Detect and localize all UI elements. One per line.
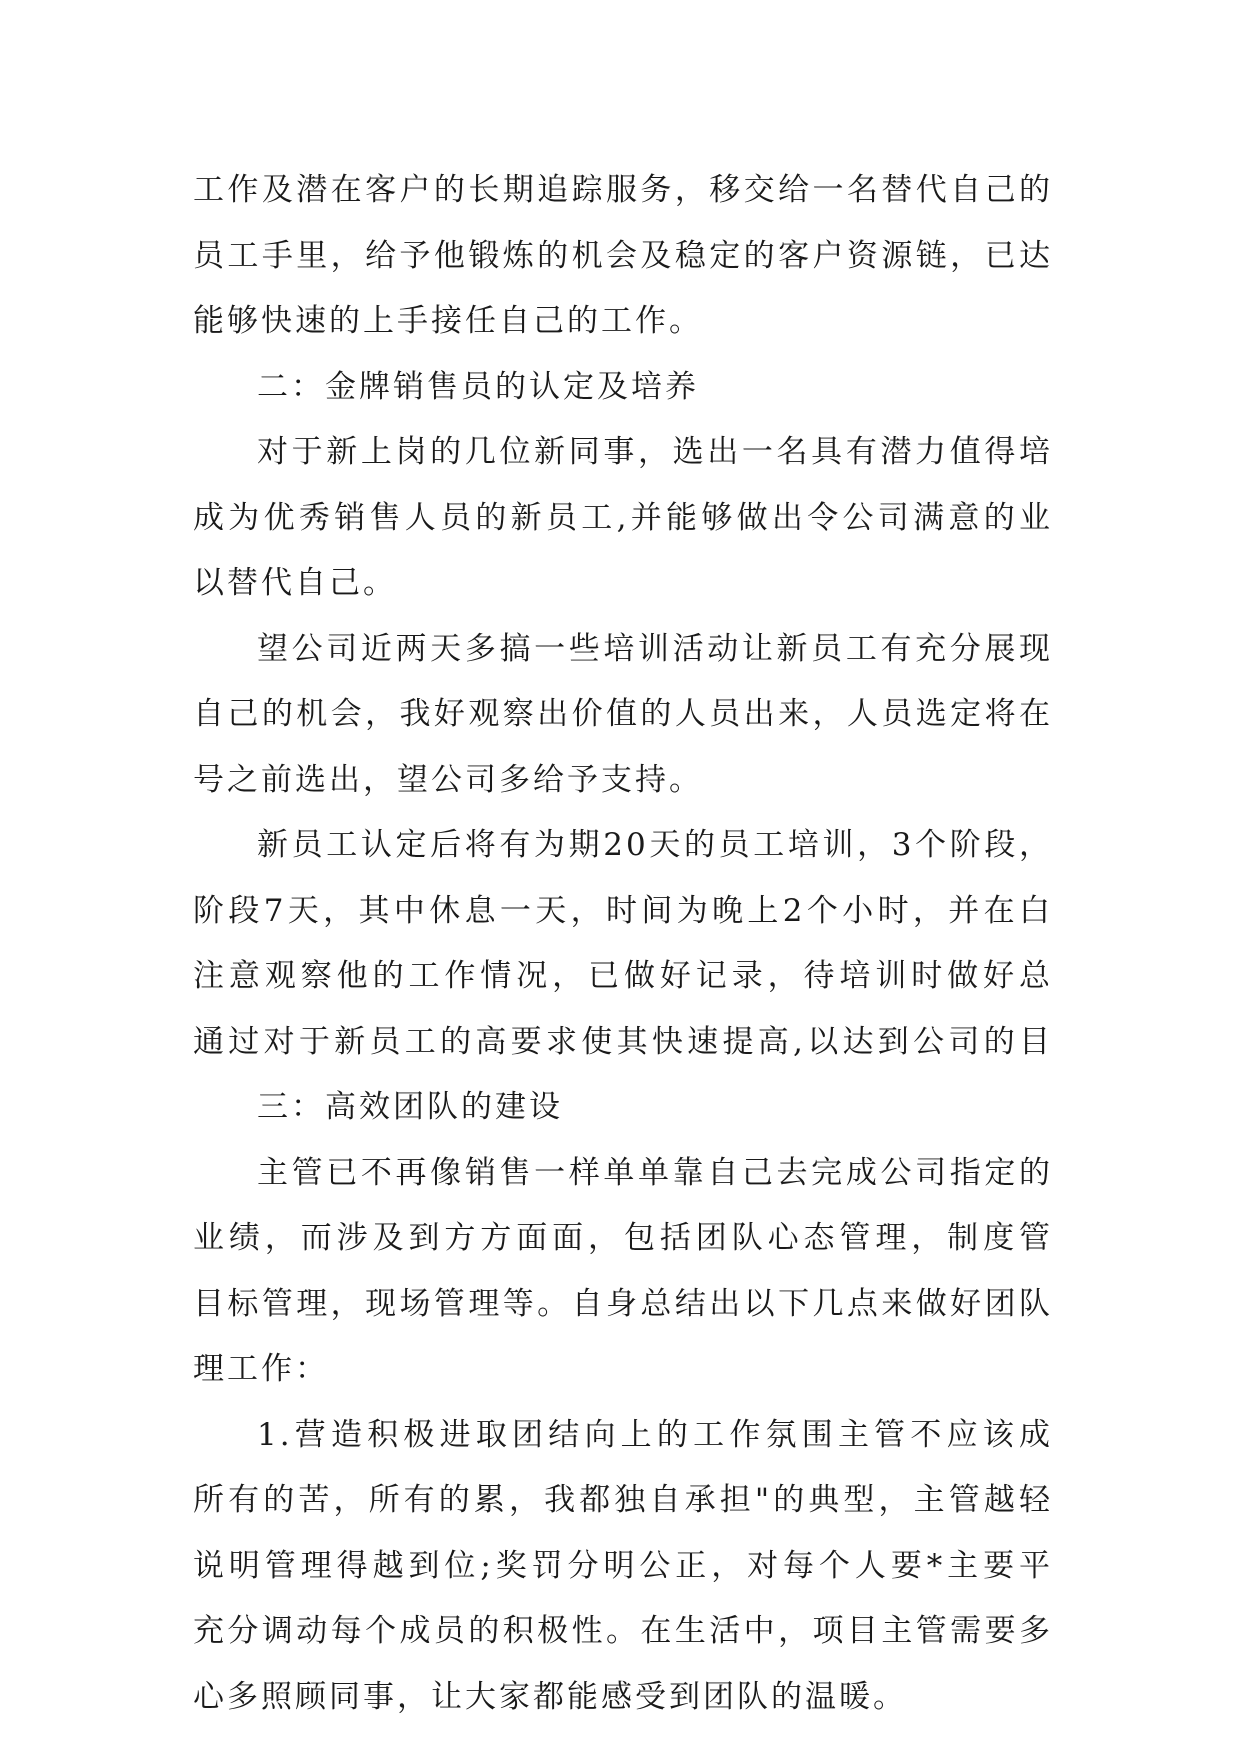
text-line: 工作及潜在客户的长期追踪服务，移交给一名替代自己的 bbox=[193, 172, 1053, 208]
text-line: 三：高效团队的建设 bbox=[257, 1089, 563, 1125]
text-line: 通过对于新员工的高要求使其快速提高,以达到公司的目 bbox=[193, 1023, 1053, 1060]
text-line: 望公司近两天多搞一些培训活动让新员工有充分展现 bbox=[257, 630, 1053, 667]
text-line: 员工手里，给予他锻炼的机会及稳定的客户资源链，已达 bbox=[193, 237, 1053, 274]
text-line: 以替代自己。 bbox=[193, 565, 397, 601]
text-line: 所有的苦，所有的累，我都独自承担"的典型，主管越轻 bbox=[193, 1482, 1053, 1518]
text-line: 成为优秀销售人员的新员工,并能够做出令公司满意的业 bbox=[193, 499, 1053, 536]
text-line: 对于新上岗的几位新同事，选出一名具有潜力值得培 bbox=[257, 434, 1053, 470]
text-line: 阶段7天，其中休息一天，时间为晚上2个小时，并在白 bbox=[193, 892, 1053, 929]
text-line: 号之前选出，望公司多给予支持。 bbox=[193, 761, 703, 798]
text-line: 新员工认定后将有为期20天的员工培训，3个阶段， bbox=[257, 827, 1053, 863]
body-text bbox=[193, 158, 1053, 1730]
text-line: 业绩，而涉及到方方面面，包括团队心态管理，制度管 bbox=[193, 1220, 1053, 1256]
text-line: 注意观察他的工作情况，已做好记录，待培训时做好总 bbox=[193, 958, 1053, 994]
text-line: 1.营造积极进取团结向上的工作氛围主管不应该成 bbox=[257, 1416, 1053, 1453]
text-line: 心多照顾同事，让大家都能感受到团队的温暖。 bbox=[193, 1678, 907, 1715]
text-line: 能够快速的上手接任自己的工作。 bbox=[193, 303, 703, 339]
text-line: 目标管理，现场管理等。自身总结出以下几点来做好团队 bbox=[193, 1285, 1053, 1322]
text-line: 充分调动每个成员的积极性。在生活中，项目主管需要多 bbox=[193, 1613, 1053, 1649]
text-line: 自己的机会，我好观察出价值的人员出来，人员选定将在 bbox=[193, 696, 1053, 732]
text-line: 二：金牌销售员的认定及培养 bbox=[257, 368, 699, 405]
text-line: 主管已不再像销售一样单单靠自己去完成公司指定的 bbox=[257, 1154, 1053, 1191]
text-line: 理工作： bbox=[193, 1351, 329, 1387]
text-line: 说明管理得越到位;奖罚分明公正，对每个人要*主要平 bbox=[193, 1547, 1053, 1584]
